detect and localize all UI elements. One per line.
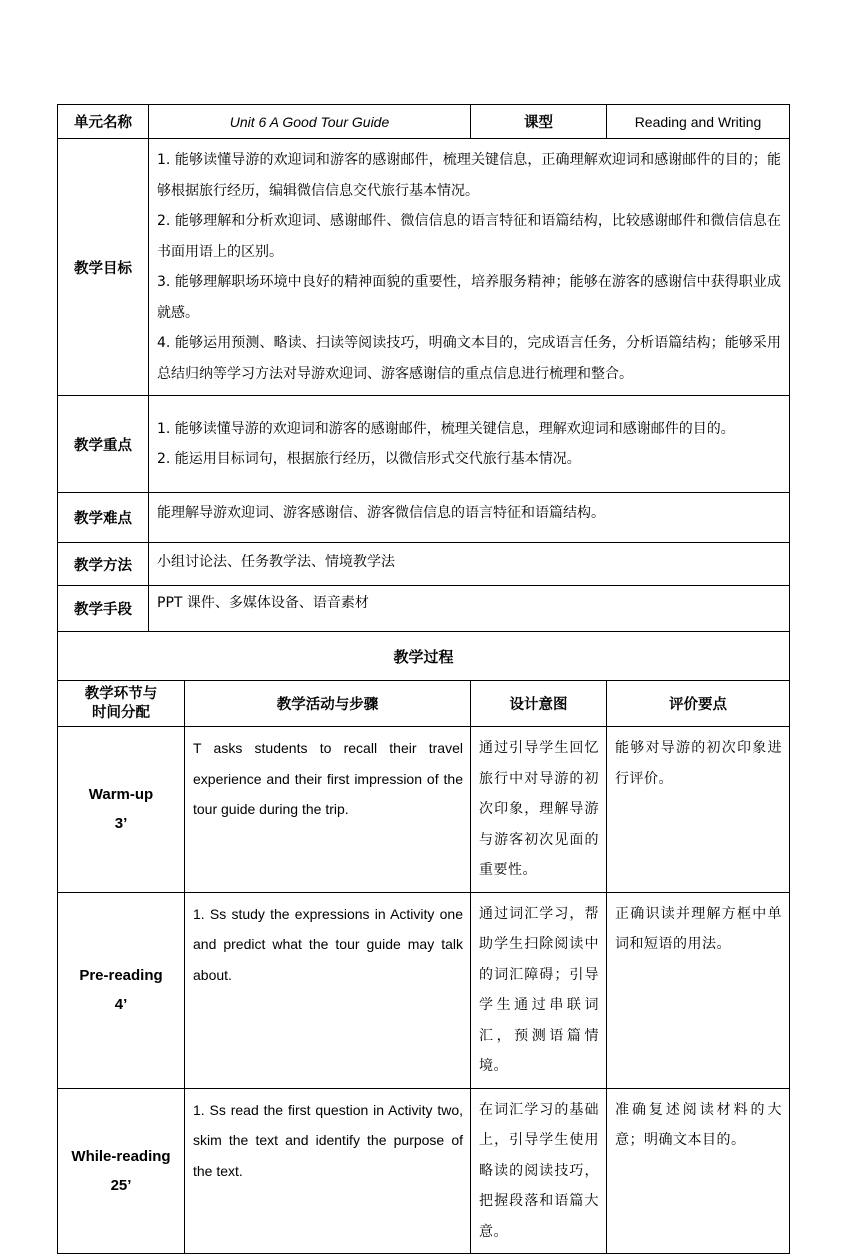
intent-cell bbox=[471, 892, 607, 1088]
process-row bbox=[58, 892, 790, 1088]
goals-content bbox=[149, 139, 790, 396]
eval-cell bbox=[607, 1088, 790, 1254]
unit-name-value: Unit 6 A Good Tour Guide bbox=[149, 105, 471, 139]
intent-text: 通过词汇学习，帮助学生扫除阅读中的词汇障碍；引导学生通过串联词汇，预测语篇情境。 bbox=[479, 905, 599, 1074]
stage-name: Pre-reading bbox=[79, 967, 163, 984]
method-value: 小组讨论法、任务教学法、情境教学法 bbox=[149, 543, 790, 586]
activity-cell bbox=[185, 727, 471, 893]
intent-cell bbox=[471, 1088, 607, 1254]
means-label: 教学手段 bbox=[58, 586, 149, 632]
eval-cell bbox=[607, 727, 790, 893]
difficulty-value: 能理解导游欢迎词、游客感谢信、游客微信信息的语言特征和语篇结构。 bbox=[149, 493, 790, 543]
process-row bbox=[58, 727, 790, 893]
eval-header: 评价要点 bbox=[607, 681, 790, 727]
goals-label: 教学目标 bbox=[58, 139, 149, 396]
activity-text: T asks students to recall their travel experience and their first impression of the tour guide during the trip. bbox=[193, 740, 463, 817]
focus-row bbox=[58, 396, 790, 493]
lesson-plan bbox=[57, 104, 789, 1254]
stage-header-line1: 教学环节与 bbox=[84, 685, 158, 702]
stage-cell bbox=[58, 1088, 185, 1254]
process-header-row bbox=[58, 681, 790, 727]
eval-text: 能够对导游的初次印象进行评价。 bbox=[615, 740, 782, 787]
unit-name-label: 单元名称 bbox=[58, 105, 149, 139]
method-row bbox=[58, 543, 790, 586]
stage-name: While-reading bbox=[71, 1147, 171, 1165]
process-title-row bbox=[58, 632, 790, 681]
focus-label: 教学重点 bbox=[58, 396, 149, 493]
means-row bbox=[58, 586, 790, 632]
intent-text: 通过引导学生回忆旅行中对导游的初次印象，理解导游与游客初次见面的重要性。 bbox=[479, 740, 599, 878]
eval-cell bbox=[607, 892, 790, 1088]
activity-header: 教学活动与步骤 bbox=[185, 681, 471, 727]
intent-header: 设计意图 bbox=[471, 681, 607, 727]
activity-cell bbox=[185, 892, 471, 1088]
difficulty-label: 教学难点 bbox=[58, 493, 149, 543]
intent-cell bbox=[471, 727, 607, 893]
stage-cell bbox=[58, 727, 185, 893]
stage-cell bbox=[58, 892, 185, 1088]
goal-item: 4. 能够运用预测、略读、扫读等阅读技巧，明确文本目的，完成语言任务，分析语篇结构；能够采用总结归纳等学习方法对导游欢迎词、游客感谢信的重点信息进行梳理和整合。 bbox=[157, 335, 781, 382]
stage-time: 4’ bbox=[114, 996, 128, 1013]
means-value: PPT 课件、多媒体设备、语音素材 bbox=[149, 586, 790, 632]
intent-text: 在词汇学习的基础上，引导学生使用略读的阅读技巧，把握段落和语篇大意。 bbox=[479, 1101, 599, 1240]
activity-cell bbox=[185, 1088, 471, 1254]
difficulty-row bbox=[58, 493, 790, 543]
lesson-type-value: Reading and Writing bbox=[607, 105, 790, 139]
stage-time: 3’ bbox=[114, 815, 128, 833]
goal-item: 2. 能够理解和分析欢迎词、感谢邮件、微信信息的语言特征和语篇结构，比较感谢邮件和微信信息在书面用语上的区别。 bbox=[157, 213, 781, 260]
process-title: 教学过程 bbox=[58, 632, 790, 681]
header-row bbox=[58, 105, 790, 139]
goal-item: 1. 能够读懂导游的欢迎词和游客的感谢邮件，梳理关键信息，正确理解欢迎词和感谢邮件的目的；能够根据旅行经历，编辑微信信息交代旅行基本情况。 bbox=[157, 152, 781, 199]
focus-item: 2. 能运用目标词句，根据旅行经历，以微信形式交代旅行基本情况。 bbox=[157, 451, 581, 467]
focus-content bbox=[149, 396, 790, 493]
stage-header-line2: 时间分配 bbox=[92, 704, 150, 721]
activity-text: 1. Ss read the first question in Activity two, skim the text and identify the purpose of the text. bbox=[193, 1101, 463, 1179]
eval-text: 正确识读并理解方框中单词和短语的用法。 bbox=[615, 905, 782, 952]
activity-text: 1. Ss study the expressions in Activity one and predict what the tour guide may talk about. bbox=[193, 905, 463, 983]
goals-row bbox=[58, 139, 790, 396]
goal-item: 3. 能够理解职场环境中良好的精神面貌的重要性，培养服务精神；能够在游客的感谢信中获得职业成就感。 bbox=[157, 274, 781, 321]
method-label: 教学方法 bbox=[58, 543, 149, 586]
stage-time-header bbox=[58, 681, 185, 727]
stage-time: 25’ bbox=[110, 1176, 132, 1194]
lesson-type-label: 课型 bbox=[471, 105, 607, 139]
focus-item: 1. 能够读懂导游的欢迎词和游客的感谢邮件，梳理关键信息，理解欢迎词和感谢邮件的目的。 bbox=[157, 421, 735, 437]
process-row bbox=[58, 1088, 790, 1254]
eval-text: 准确复述阅读材料的大意；明确文本目的。 bbox=[615, 1101, 782, 1148]
stage-name: Warm-up bbox=[88, 786, 154, 804]
lesson-plan-table bbox=[57, 104, 790, 1254]
